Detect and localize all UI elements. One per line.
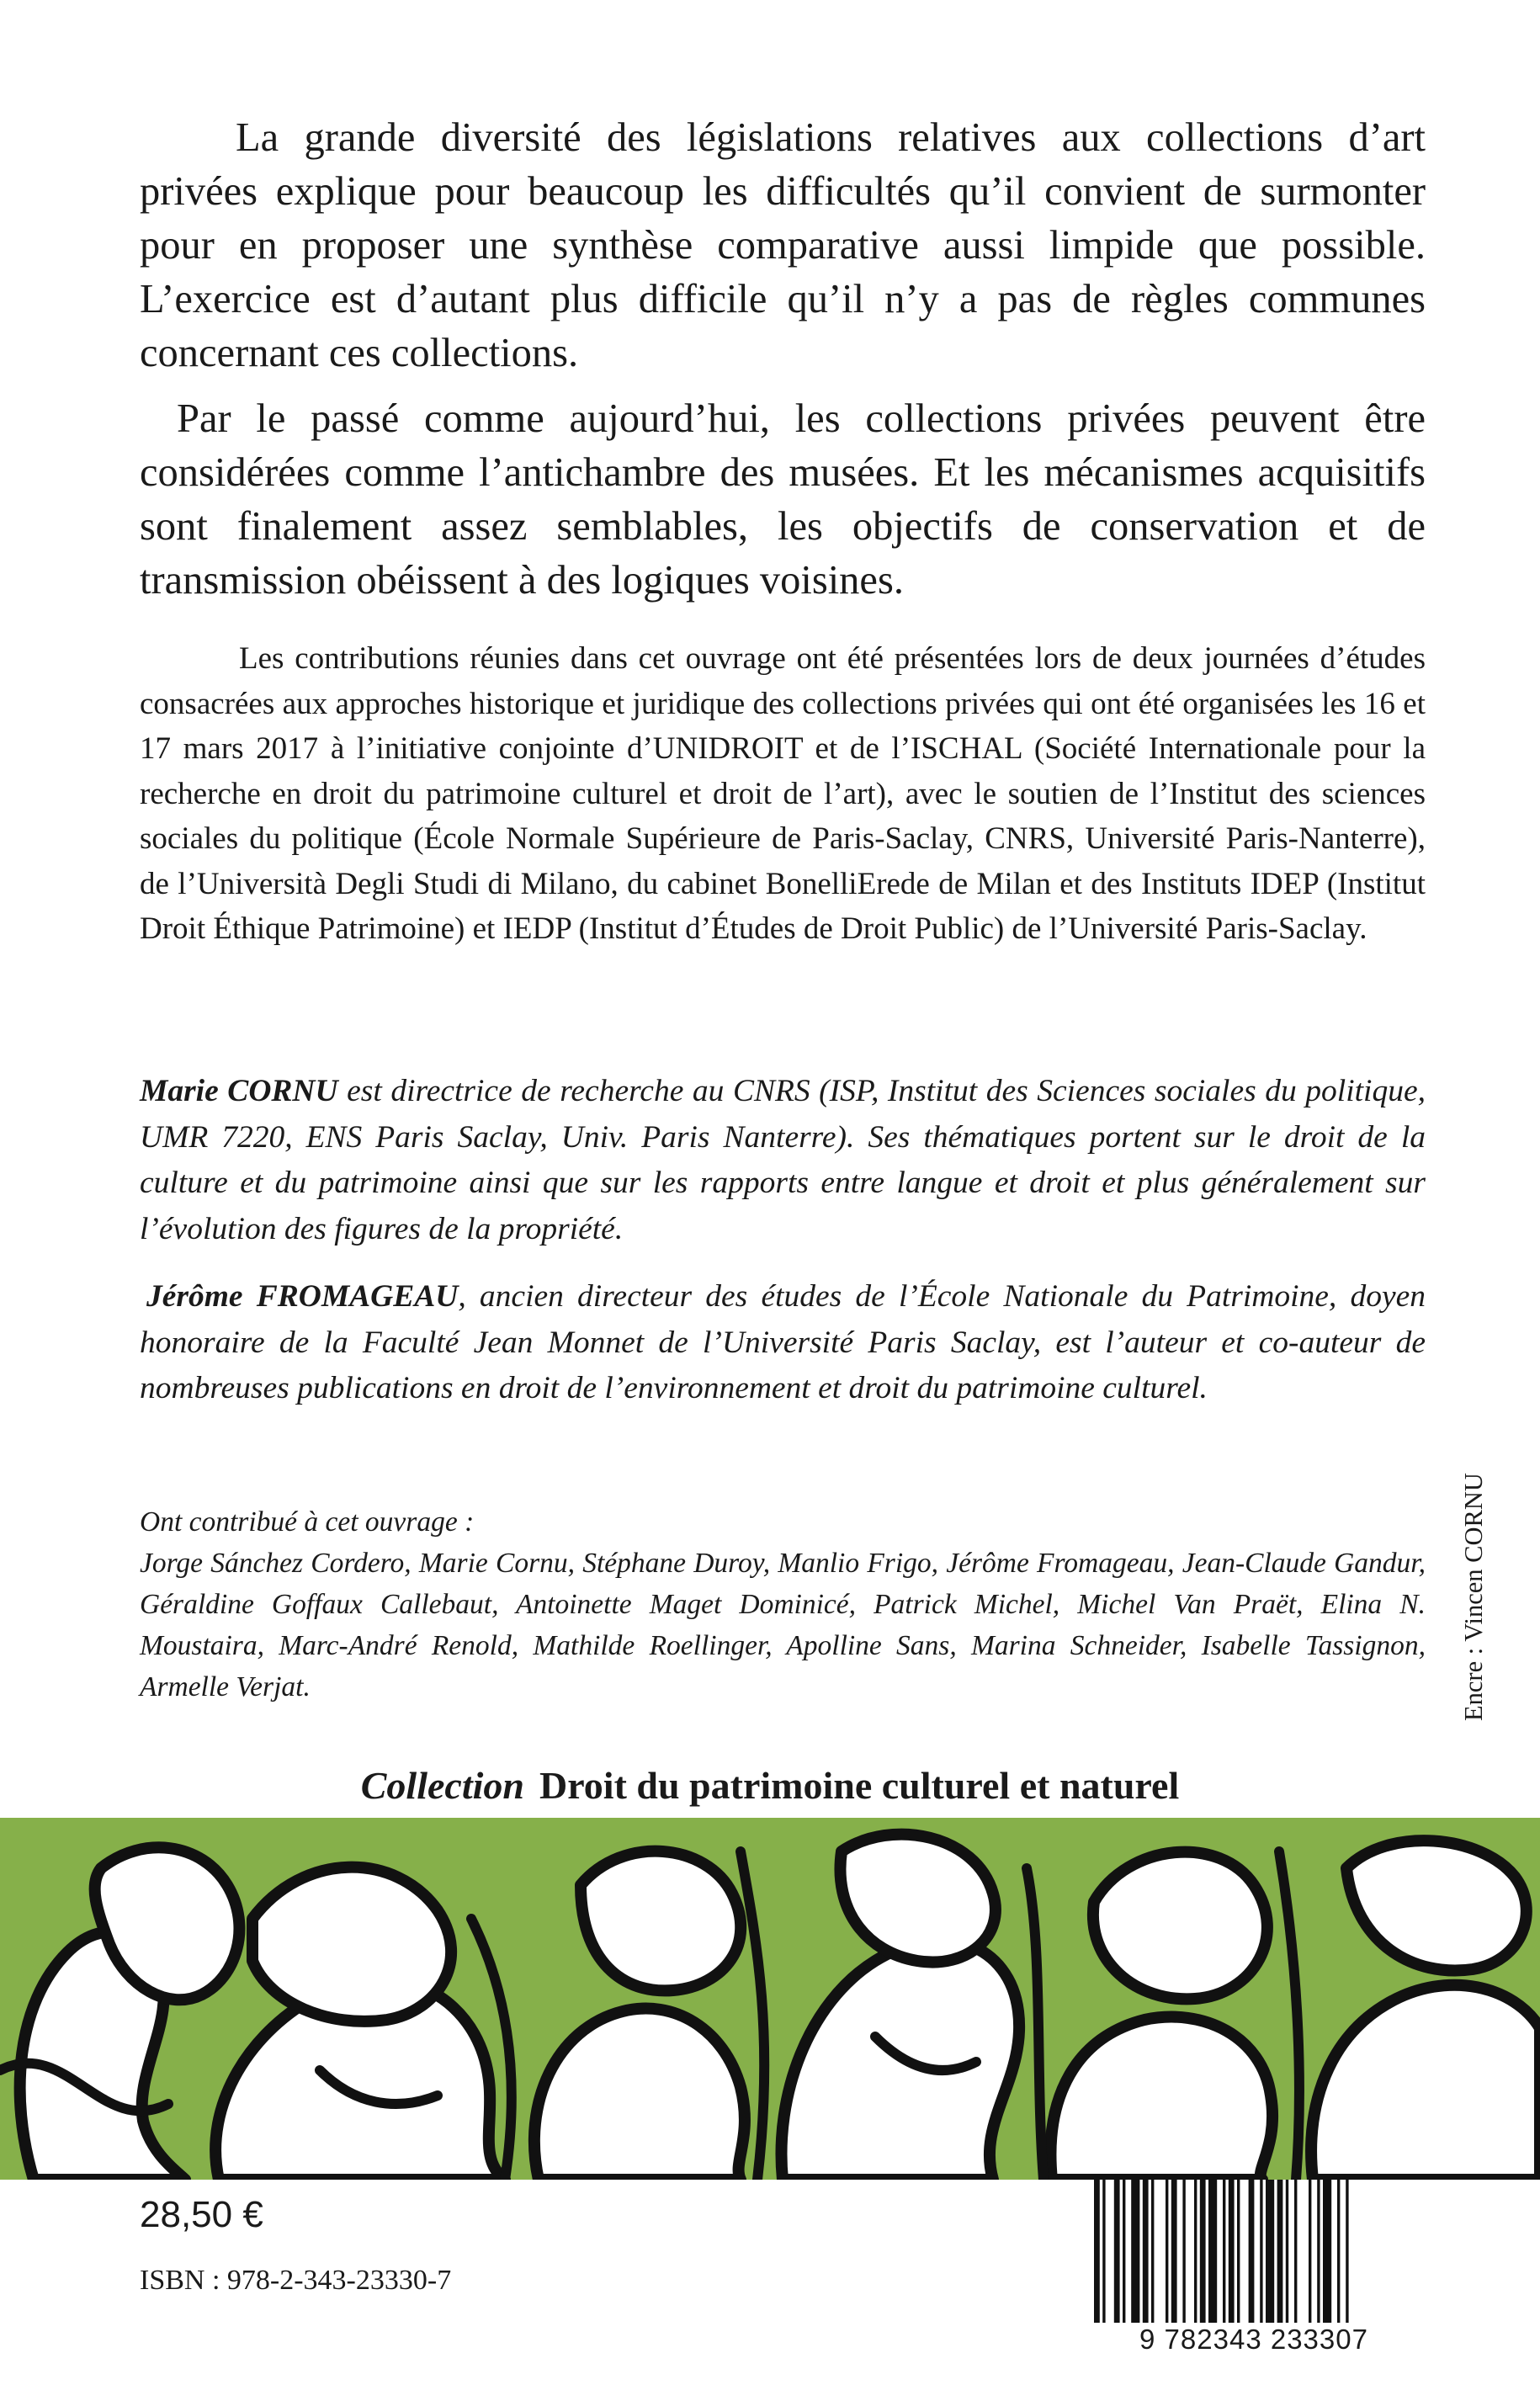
barcode-bar xyxy=(1294,2180,1297,2328)
collection-title xyxy=(0,1761,1540,1811)
barcode-bar xyxy=(1266,2180,1274,2328)
barcode-bar xyxy=(1194,2180,1197,2328)
barcode-bar xyxy=(1260,2180,1262,2328)
barcode-bar xyxy=(1208,2180,1217,2328)
bio-text-fromageau: , ancien directeur des études de l’École Nationale du Patrimoine, doyen honoraire de la Faculté Jean Monnet de l’Université Paris Saclay, est l’auteur et co-auteur de nombreuses publications en droit de l’environnement et droit du patrimoine culturel. xyxy=(140,1279,1426,1405)
barcode-bar xyxy=(1337,2180,1340,2328)
bio-marie-cornu xyxy=(140,1069,1426,1252)
contributors-names: Jorge Sánchez Cordero, Marie Cornu, Stéphane Duroy, Manlio Frigo, Jérôme Fromageau, Jean-Claude Gandur, Géraldine Goffaux Callebaut, Antoinette Maget Dominicé, Patrick Michel, Michel Van Praët, Elina N. Moustaira, Marc-André Renold, Mathilde Roellinger, Apolline Sans, Marina Schneider, Isabelle Tassignon, Armelle Verjat. xyxy=(140,1548,1426,1702)
author-name-fromageau: Jérôme FROMAGEAU xyxy=(146,1279,459,1314)
bio-jerome-fromageau xyxy=(140,1274,1426,1412)
barcode-bar xyxy=(1143,2180,1149,2328)
barcode-bar xyxy=(1346,2180,1348,2328)
author-bios xyxy=(140,1069,1426,1412)
intro-paragraph-1: La grande diversité des législations relatives aux collections d’art privées explique pour beaucoup les difficultés qu’il convient de surmonter pour en proposer une synthèse comparative aussi limpide que possible. L’exercice est d’autant plus difficile qu’il n’y a pas de règles communes concernant ces collections. xyxy=(140,115,1426,375)
barcode-bar xyxy=(1237,2180,1240,2328)
barcode-bar xyxy=(1223,2180,1225,2328)
ink-figures-illustration xyxy=(0,1818,1540,2180)
contributors xyxy=(140,1501,1426,1708)
contributions-paragraph xyxy=(140,636,1426,952)
barcode-bar xyxy=(1182,2180,1185,2328)
bio-text-cornu: est directrice de recherche au CNRS (ISP, Institut des Sciences sociales du politique, UMR 7220, ENS Paris Saclay, Univ. Paris Nanterre). Ses thématiques portent sur le droit de la culture et du patrimoine ainsi que sur les rapports entre langue et droit et plus généralement sur l’évolution des figures de la propriété. xyxy=(140,1074,1426,1246)
contributions-text: Les contributions réunies dans cet ouvrage ont été présentées lors de deux journées d’études consacrées aux approches historique et juridique des collections privées qui ont été organisées les 16 et 17 mars 2017 à l’initiative conjointe d’UNIDROIT et de l’ISCHAL (Société Internationale pour la recherche en droit du patrimoine culturel et droit de l’art), avec le soutien de l’Institut des sciences sociales du politique (École Normale Supérieure de Paris-Saclay, CNRS, Université Paris-Nanterre), de l’Università Degli Studi di Milano, du cabinet BonelliErede de Milan et des Instituts IDEP (Institut Droit Éthique Patrimoine) et IEDP (Institut d’Études de Droit Public) de l’Université Paris-Saclay. xyxy=(140,641,1426,946)
barcode-bar xyxy=(1131,2180,1139,2328)
barcode-bar xyxy=(1171,2180,1177,2328)
barcode-bar xyxy=(1323,2180,1331,2328)
barcode-bar xyxy=(1229,2180,1235,2328)
barcode-bar xyxy=(1114,2180,1120,2328)
barcode-digits: 9 782343 233307 xyxy=(1060,2323,1447,2356)
barcode-bar xyxy=(1102,2180,1105,2328)
barcode-bar xyxy=(1249,2180,1255,2328)
barcode-bar xyxy=(1166,2180,1168,2328)
barcode-bar xyxy=(1200,2180,1206,2328)
collection-name: Droit du patrimoine culturel et naturel xyxy=(539,1764,1180,1807)
intro-paragraph-2: Par le passé comme aujourd’hui, les collections privées peuvent être considérées comme l’antichambre des musées. Et les mécanismes acquisitifs sont finalement assez semblables, les objectifs de conservation et de transmission obéissent à des logiques voisines. xyxy=(140,396,1426,603)
author-name-cornu: Marie CORNU xyxy=(140,1074,338,1108)
intro-text xyxy=(140,111,1426,608)
collection-label: Collection xyxy=(360,1764,524,1807)
price: 28,50 € xyxy=(140,2194,263,2235)
barcode-bar xyxy=(1094,2180,1100,2328)
isbn: ISBN : 978-2-343-23330-7 xyxy=(140,2265,452,2296)
barcode-bar xyxy=(1317,2180,1320,2328)
barcode-bar xyxy=(1286,2180,1288,2328)
contributors-lead: Ont contribué à cet ouvrage : xyxy=(140,1506,475,1538)
barcode-bar xyxy=(1123,2180,1125,2328)
barcode-bar xyxy=(1277,2180,1283,2328)
illustration-credit: Encre : Vincen CORNU xyxy=(1459,1473,1488,1721)
barcode-bar xyxy=(1309,2180,1311,2328)
barcode-bar xyxy=(1151,2180,1154,2328)
